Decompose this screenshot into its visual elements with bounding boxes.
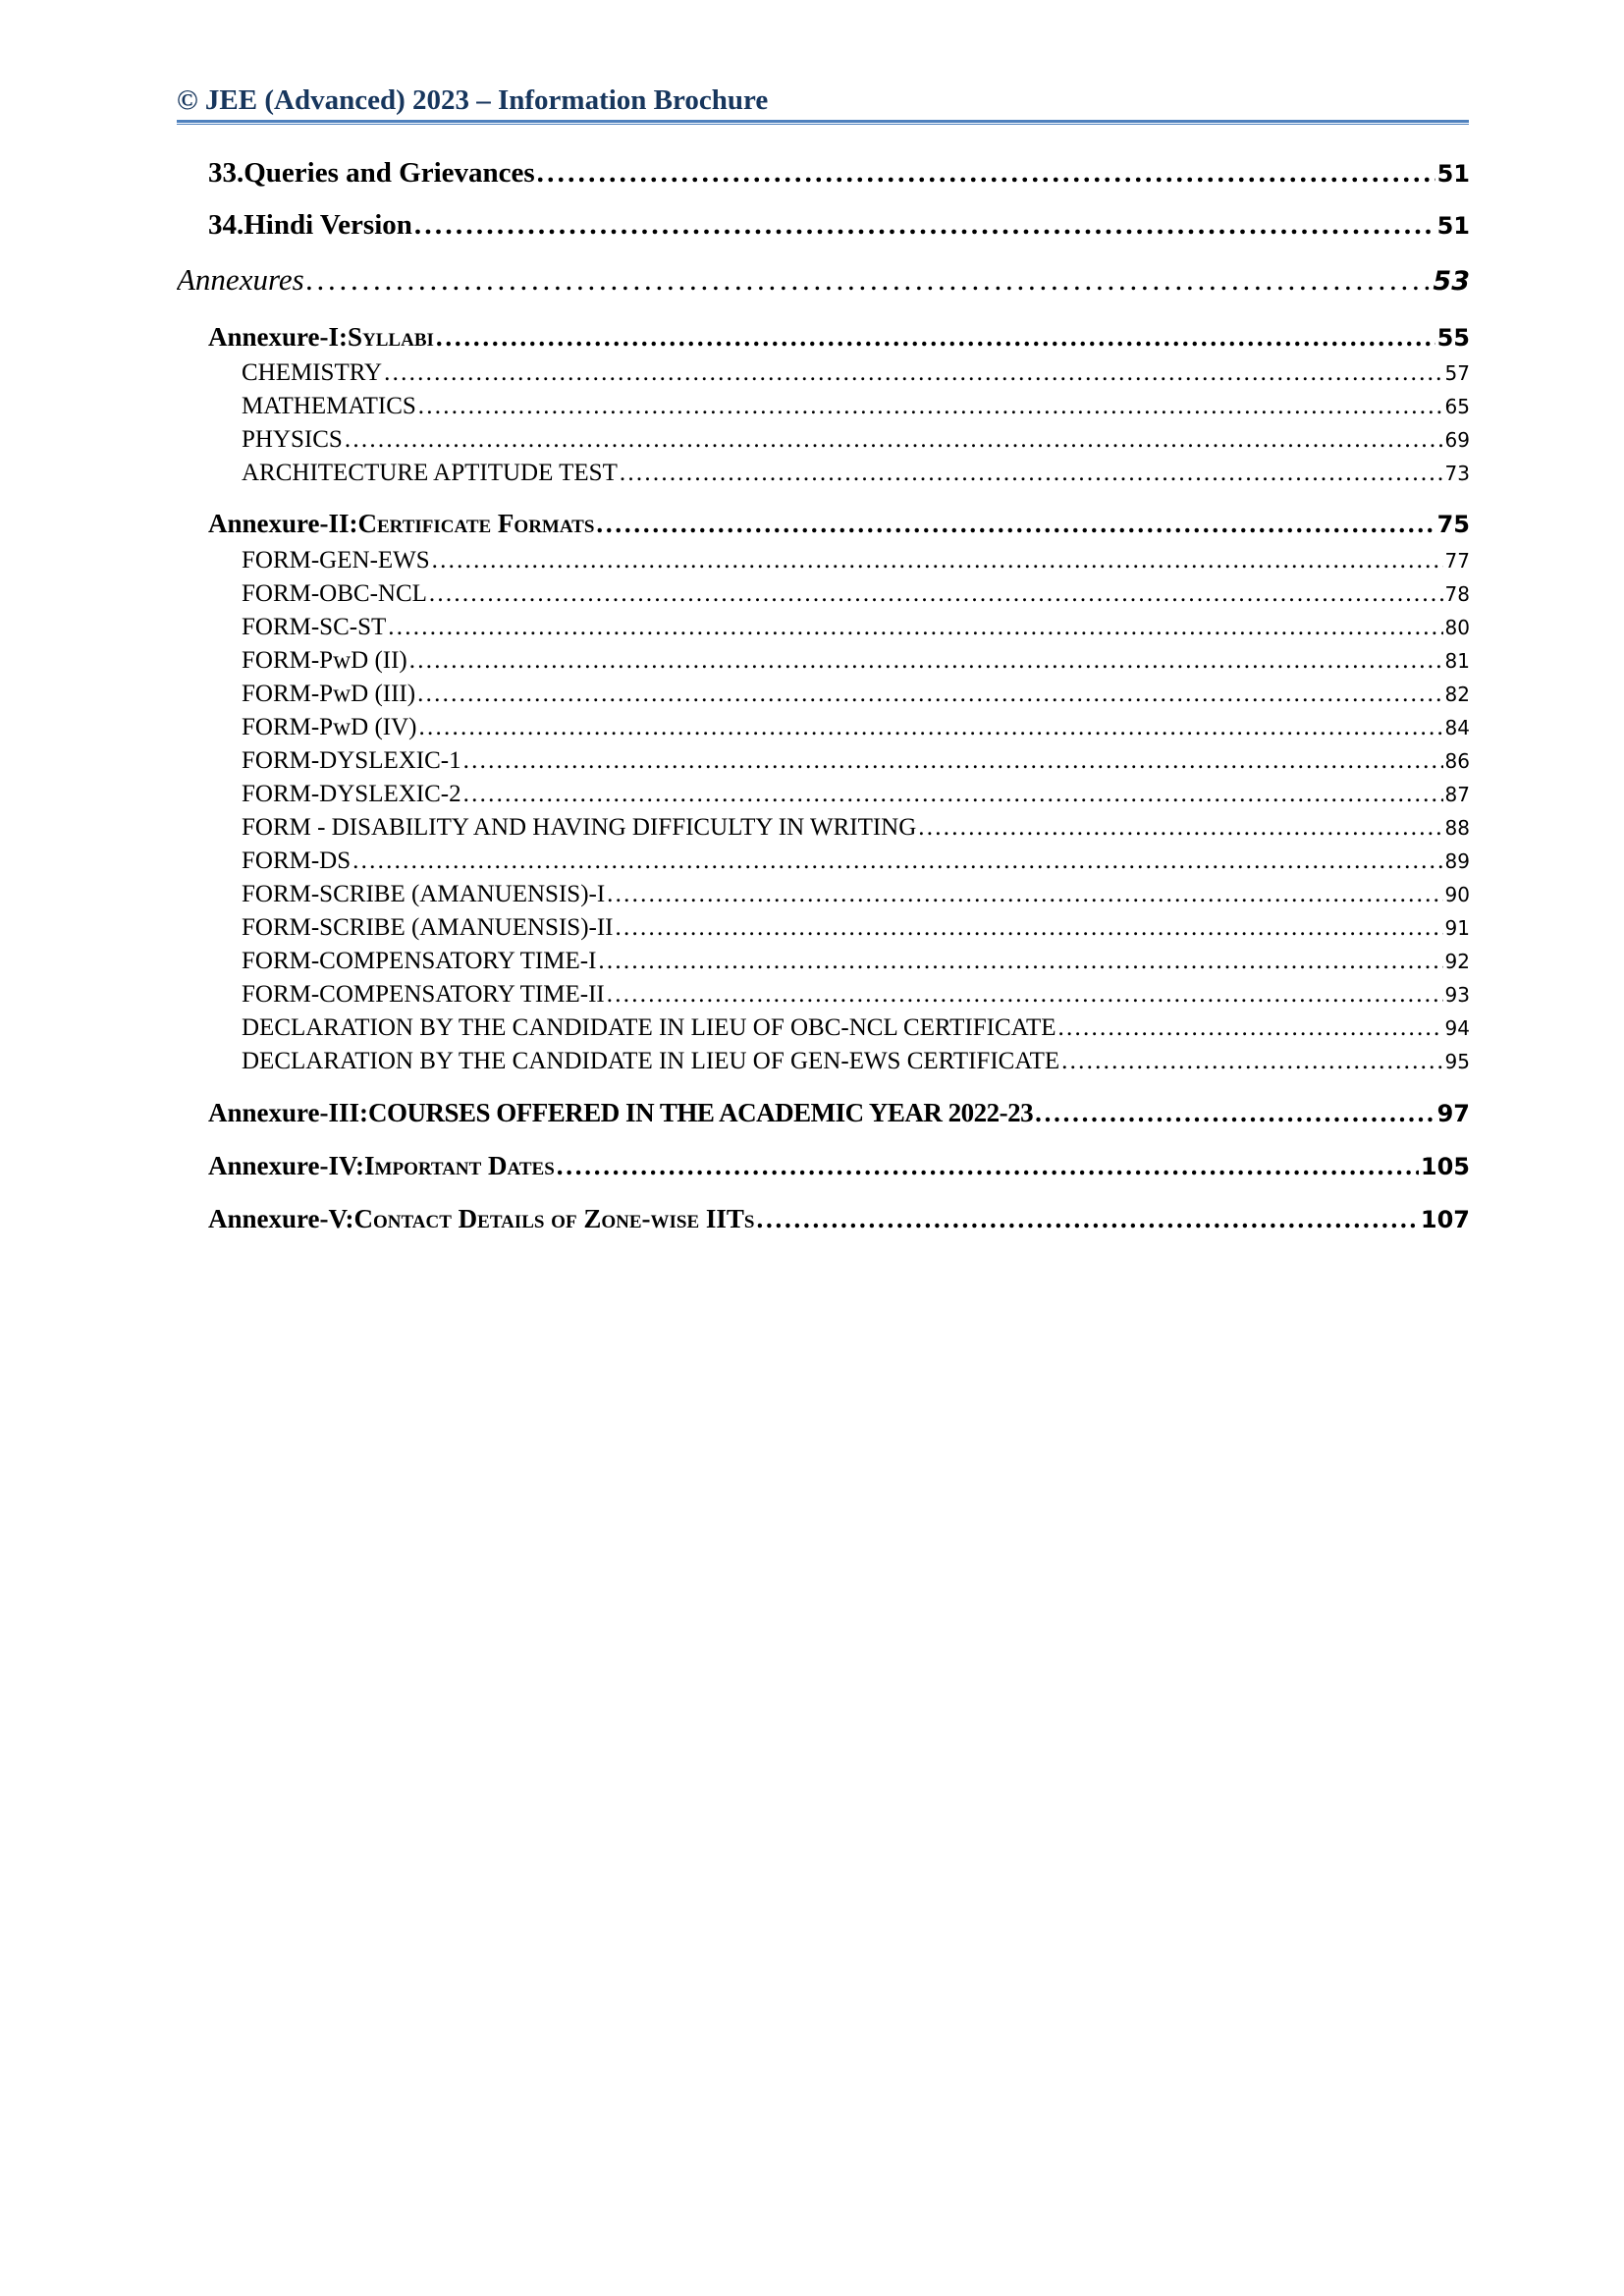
toc-entry-page: 82 bbox=[1444, 683, 1470, 706]
toc-entry-label: DECLARATION BY THE CANDIDATE IN LIEU OF OBC-NCL CERTIFICATE bbox=[242, 1014, 1056, 1041]
dot-leader bbox=[918, 814, 1442, 842]
toc-entry-page: 105 bbox=[1420, 1153, 1470, 1180]
dot-leader bbox=[345, 426, 1443, 454]
toc-entry-label: FORM-DYSLEXIC-2 bbox=[242, 781, 461, 807]
toc-entry-label: FORM-DS bbox=[242, 847, 352, 874]
toc-entry-label: FORM-SCRIBE (AMANUENSIS)-I bbox=[242, 881, 606, 907]
toc-entry-page: 92 bbox=[1444, 950, 1470, 973]
toc-entry-page: 57 bbox=[1444, 361, 1470, 385]
dot-leader bbox=[306, 262, 1432, 298]
toc-entry-label: ARCHITECTURE APTITUDE TEST bbox=[242, 460, 618, 486]
toc-entry-page: 65 bbox=[1444, 395, 1470, 418]
toc-entry-label: FORM-OBC-NCL bbox=[242, 580, 427, 607]
toc-entry-label: Hindi Version bbox=[244, 209, 412, 241]
dot-leader bbox=[384, 359, 1442, 387]
toc-subentry[interactable] bbox=[242, 914, 1470, 942]
toc-entry-annexure-5[interactable] bbox=[208, 1204, 1470, 1234]
dot-leader bbox=[607, 881, 1442, 908]
dot-leader bbox=[418, 393, 1443, 420]
toc-subentry[interactable] bbox=[242, 580, 1470, 608]
toc-subentry[interactable] bbox=[242, 1014, 1470, 1042]
toc-entry-label: FORM-GEN-EWS bbox=[242, 547, 430, 574]
toc-subentry[interactable] bbox=[242, 714, 1470, 741]
toc-entry-label: FORM-SC-ST bbox=[242, 614, 387, 640]
dot-leader bbox=[596, 509, 1435, 539]
annexure-prefix: Annexure-II: bbox=[208, 509, 358, 538]
toc-entry-label: FORM-PwD (III) bbox=[242, 681, 416, 707]
toc-entry-label: Contact Details of Zone-wise IITs bbox=[353, 1204, 755, 1233]
toc-entry-page: 73 bbox=[1444, 462, 1470, 485]
toc-entry-label: FORM-PwD (II) bbox=[242, 647, 407, 674]
toc-entry-page: 107 bbox=[1420, 1206, 1470, 1233]
dot-leader bbox=[1035, 1098, 1435, 1128]
toc-entry-page: 81 bbox=[1444, 649, 1470, 673]
toc-entry-label: FORM-COMPENSATORY TIME-I bbox=[242, 948, 597, 974]
toc-entry-number: 34. bbox=[208, 209, 244, 241]
toc-entry-page: 90 bbox=[1444, 883, 1470, 906]
toc-entry-label: Queries and Grievances bbox=[244, 157, 535, 189]
dot-leader bbox=[620, 460, 1443, 487]
toc-entry-label: Certificate Formats bbox=[357, 509, 595, 538]
dot-leader bbox=[418, 714, 1442, 741]
toc-entry-number: 33. bbox=[208, 157, 244, 189]
toc-subentry[interactable] bbox=[242, 847, 1470, 875]
toc-entry-label: FORM - DISABILITY AND HAVING DIFFICULTY IN WRITING bbox=[242, 814, 917, 841]
toc-subentry[interactable] bbox=[242, 547, 1470, 574]
toc-subentry[interactable] bbox=[242, 1048, 1470, 1075]
toc-entry-label: MATHEMATICS bbox=[242, 393, 416, 419]
dot-leader bbox=[432, 547, 1443, 574]
annexure-prefix: Annexure-I: bbox=[208, 322, 349, 352]
toc-subentry[interactable] bbox=[242, 681, 1470, 708]
toc-subentry[interactable] bbox=[242, 460, 1470, 487]
annexure-prefix: Annexure-III: bbox=[208, 1098, 369, 1127]
toc-subentry[interactable] bbox=[242, 881, 1470, 908]
annexure-prefix: Annexure-IV: bbox=[208, 1151, 365, 1180]
header-rule-thin bbox=[177, 124, 1469, 125]
toc-entry-label: PHYSICS bbox=[242, 426, 343, 453]
toc-subentry[interactable] bbox=[242, 948, 1470, 975]
toc-entry-page: 78 bbox=[1444, 582, 1470, 606]
toc-subentry[interactable] bbox=[242, 981, 1470, 1009]
toc-entry-label: Important Dates bbox=[364, 1151, 555, 1180]
dot-leader bbox=[388, 614, 1442, 641]
toc-entry-queries[interactable] bbox=[208, 157, 1470, 190]
toc-entry-page: 93 bbox=[1444, 983, 1470, 1007]
toc-entry-page: 51 bbox=[1436, 160, 1470, 188]
dot-leader bbox=[557, 1151, 1419, 1181]
toc-entry-label: FORM-PwD (IV) bbox=[242, 714, 417, 740]
toc-entry-page: 80 bbox=[1444, 616, 1470, 639]
dot-leader bbox=[429, 580, 1443, 608]
toc-entry-annexure-3[interactable] bbox=[208, 1098, 1470, 1128]
page-header bbox=[177, 84, 1469, 124]
header-title: © JEE (Advanced) 2023 – Information Brochure bbox=[177, 84, 769, 116]
toc-subentry[interactable] bbox=[242, 647, 1470, 675]
dot-leader bbox=[1061, 1048, 1442, 1075]
dot-leader bbox=[1057, 1014, 1442, 1042]
dot-leader bbox=[436, 322, 1435, 353]
toc-entry-page: 84 bbox=[1444, 716, 1470, 739]
toc-entry-label: Syllabi bbox=[348, 322, 434, 352]
dot-leader bbox=[463, 781, 1443, 808]
toc-subentry[interactable] bbox=[242, 359, 1470, 387]
toc-entry-page: 55 bbox=[1436, 324, 1470, 352]
toc-subentry[interactable] bbox=[242, 393, 1470, 420]
dot-leader bbox=[417, 681, 1442, 708]
toc-entry-page: 87 bbox=[1444, 783, 1470, 806]
toc-entry-hindi-version[interactable] bbox=[208, 209, 1470, 242]
toc-entry-page: 88 bbox=[1444, 816, 1470, 840]
toc-entry-page: 53 bbox=[1433, 266, 1470, 297]
toc-entry-annexure-4[interactable] bbox=[208, 1151, 1470, 1181]
toc-entry-label: FORM-DYSLEXIC-1 bbox=[242, 747, 461, 774]
toc-entry-label: Annexures bbox=[177, 262, 304, 297]
toc-entry-page: 97 bbox=[1436, 1100, 1470, 1127]
toc-subentry[interactable] bbox=[242, 426, 1470, 454]
dot-leader bbox=[607, 981, 1443, 1009]
annexure-prefix: Annexure-V: bbox=[208, 1204, 354, 1233]
toc-subentry[interactable] bbox=[242, 747, 1470, 775]
dot-leader bbox=[463, 747, 1443, 775]
toc-entry-label: FORM-SCRIBE (AMANUENSIS)-II bbox=[242, 914, 614, 941]
dot-leader bbox=[756, 1204, 1418, 1234]
dot-leader bbox=[352, 847, 1442, 875]
toc-subentry[interactable] bbox=[242, 614, 1470, 641]
toc-entry-label: CHEMISTRY bbox=[242, 359, 383, 386]
toc-entry-page: 75 bbox=[1436, 511, 1470, 538]
toc-entry-page: 69 bbox=[1444, 428, 1470, 452]
dot-leader bbox=[616, 914, 1443, 942]
toc-entry-page: 51 bbox=[1436, 212, 1470, 240]
toc-entry-page: 89 bbox=[1444, 849, 1470, 873]
toc-entry-annexure-2[interactable] bbox=[208, 509, 1470, 539]
header-rule bbox=[177, 120, 1469, 123]
toc-subentry[interactable] bbox=[242, 781, 1470, 808]
toc-entry-page: 94 bbox=[1444, 1016, 1470, 1040]
toc-entry-label: DECLARATION BY THE CANDIDATE IN LIEU OF GEN-EWS CERTIFICATE bbox=[242, 1048, 1060, 1074]
toc-entry-label: COURSES OFFERED IN THE ACADEMIC YEAR 2022-23 bbox=[368, 1098, 1034, 1127]
dot-leader bbox=[598, 948, 1442, 975]
dot-leader bbox=[409, 647, 1443, 675]
toc-subentry[interactable] bbox=[242, 814, 1470, 842]
toc-entry-label: FORM-COMPENSATORY TIME-II bbox=[242, 981, 605, 1008]
dot-leader bbox=[414, 209, 1435, 242]
dot-leader bbox=[537, 157, 1435, 190]
toc-entry-page: 95 bbox=[1444, 1050, 1470, 1073]
toc-entry-page: 77 bbox=[1444, 549, 1470, 573]
toc-entry-page: 91 bbox=[1444, 916, 1470, 940]
toc-entry-page: 86 bbox=[1444, 749, 1470, 773]
toc-entry-annexures[interactable] bbox=[177, 262, 1470, 298]
toc-entry-annexure-1[interactable] bbox=[208, 322, 1470, 353]
